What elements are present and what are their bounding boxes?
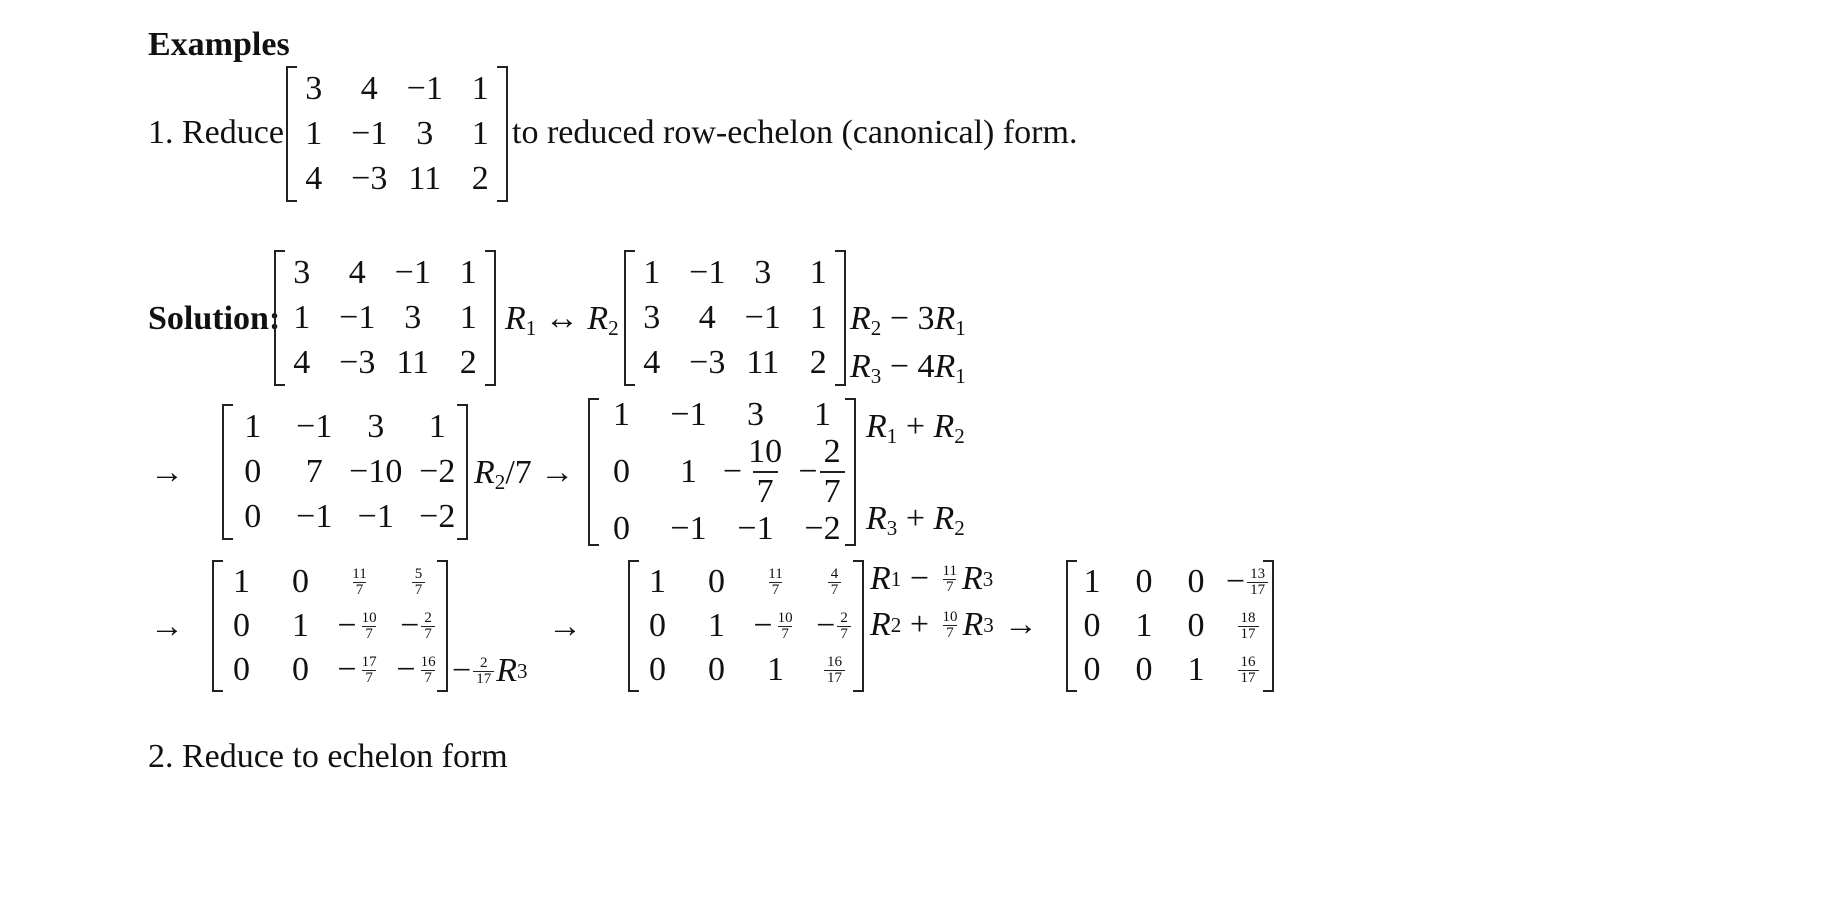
operation-text: − [901,560,938,597]
fraction [1238,655,1259,686]
fraction [837,611,851,642]
matrix-cell: 3 [293,253,311,291]
matrix-cell: 4 [305,160,323,198]
matrix-cell: −1 [737,509,774,547]
row-symbol: R [850,300,871,337]
row-index: 3 [870,363,882,388]
matrix-cell: 1 [1083,563,1101,600]
fraction [421,611,435,642]
matrix-cell: 1 [459,253,477,291]
minus-sign: − [337,607,357,644]
matrix-cell: 0 [1135,563,1153,600]
matrix-cell: 0 [233,651,250,688]
denominator: 7 [412,582,426,598]
matrix-cell: 11 [396,344,430,382]
matrix-cell: 1 [1135,607,1153,644]
solution-matrix-6 [628,560,864,692]
matrix-cell: 0 [1083,651,1101,688]
numerator: 16 [1240,653,1256,670]
operation-text: + [897,500,934,537]
matrix-cell [753,609,797,643]
matrix-cell: 1 [293,298,311,336]
denominator: 7 [362,670,376,686]
matrix-cell [1226,565,1270,599]
matrix-cell: −3 [351,160,388,198]
matrix-cell: −2 [804,509,841,547]
problem-verb: Reduce [182,114,284,151]
matrix-cell: 1 [708,607,725,644]
matrix-cell: 1 [814,396,831,434]
numerator: 10 [777,609,793,626]
matrix-cell: 3 [754,253,772,291]
fraction [349,567,369,598]
numerator: 2 [840,609,848,626]
fraction [820,433,845,511]
minus-sign: − [1225,563,1246,600]
row-operation-line [866,500,965,541]
denominator: 17 [1247,582,1268,598]
numerator: 13 [1250,565,1266,582]
row-symbol: R [934,300,956,337]
fraction [1238,611,1259,642]
matrix-cell: 3 [747,396,764,434]
numerator: 18 [1240,609,1256,626]
matrix-cell: 4 [698,298,716,336]
operation-text: + [897,408,934,445]
denominator: 7 [353,582,367,598]
row-index: 2 [870,315,882,340]
minus-sign: − [816,607,836,644]
fraction [765,567,785,598]
fraction [473,656,494,687]
matrix-cell: 4 [293,344,311,382]
problem-number: 1. [148,114,174,151]
matrix-cell: 1 [292,607,309,644]
matrix-cell: −3 [339,344,376,382]
matrix-cell: 1 [1187,651,1205,688]
matrix-cell: 0 [1083,607,1101,644]
numerator: 16 [827,653,842,670]
matrix-cell: 11 [408,160,442,198]
denominator: 17 [1238,626,1259,642]
row-symbol: R [933,408,955,445]
row-operation-line [870,560,993,598]
matrix-cell: −1 [296,407,333,445]
matrix-cell: 1 [471,69,489,107]
numerator: 10 [748,432,783,470]
matrix-cell [396,653,440,687]
row-swap-operation [505,300,619,341]
numerator: 11 [942,562,957,579]
denominator: 7 [943,625,957,641]
matrix-cell: 4 [643,344,661,382]
numerator: 17 [361,653,377,670]
denominator: 7 [828,582,842,598]
row-index: 3 [983,612,994,637]
solution-label: Solution: [148,300,281,337]
matrix-cell: 0 [1187,563,1205,600]
row-scale-operation [452,652,528,690]
denominator: 7 [421,670,435,686]
row-symbol: R [933,500,955,537]
denominator: 7 [837,626,851,642]
matrix-cell [723,433,788,511]
matrix-cell: −1 [357,498,394,536]
row-index: 3 [982,566,994,591]
row-index: 2 [954,423,965,448]
minus-sign: − [753,607,773,644]
step-arrow: → [150,608,184,645]
matrix-cell: −1 [670,509,707,547]
numerator: 5 [414,565,423,582]
matrix-cell: −2 [419,452,456,490]
fraction [940,610,961,641]
fraction [359,611,380,642]
matrix-cell: 0 [244,452,262,490]
matrix-cell: 4 [360,69,378,107]
row-symbol: R [961,560,983,597]
matrix-cell [816,609,853,643]
matrix-cell: 1 [680,452,697,490]
operation-text: + [901,606,938,643]
row-index: 2 [890,612,902,637]
step-arrow: → [540,454,575,491]
row-index: 1 [955,315,966,340]
matrix-cell: 1 [809,298,827,336]
fraction [418,655,439,686]
matrix-cell [798,433,846,511]
denominator: 7 [820,471,845,511]
matrix-cell: −2 [419,498,456,536]
denominator: 7 [769,582,783,598]
matrix-cell: 1 [643,253,661,291]
matrix-cell: 3 [643,298,661,336]
matrix-cell: 3 [416,114,434,152]
matrix-cell: −1 [406,69,443,107]
denominator: 17 [1238,670,1259,686]
row-symbol: R [587,300,609,337]
problem-1-number [148,114,284,152]
matrix-cell: −1 [744,298,781,336]
matrix-cell: 2 [809,344,827,382]
row-index: 1 [890,566,902,591]
row-index: 2 [494,469,506,494]
numerator: 2 [823,432,841,470]
denominator: 17 [473,671,494,687]
matrix-cell: 1 [459,298,477,336]
matrix-cell: 1 [428,407,446,445]
matrix-cell: 3 [367,407,385,445]
row-symbol: R [866,408,887,445]
matrix-cell: −1 [689,253,726,291]
matrix-cell: 0 [244,498,262,536]
matrix-cell: 1 [305,114,323,152]
matrix-cell: 0 [233,607,250,644]
numerator: 4 [830,565,839,582]
matrix-cell: 4 [348,253,366,291]
swap-arrow: ↔ [544,300,579,337]
denominator: 7 [753,471,778,511]
minus-sign: − [396,651,416,688]
matrix-cell: 0 [708,651,725,688]
matrix-cell: 3 [404,298,422,336]
matrix-cell: 1 [244,407,262,445]
matrix-cell: 0 [649,607,666,644]
solution-matrix-1 [274,250,496,386]
matrix-cell: 2 [471,160,489,198]
row-operation-line [870,606,1038,644]
matrix-cell: −1 [394,253,431,291]
operation-text: /7 [505,454,532,491]
matrix-cell: 1 [233,563,250,600]
row-index: 1 [525,315,537,340]
numerator: 10 [942,608,958,625]
row-operation-line [850,348,966,389]
matrix-cell: −10 [349,452,403,490]
solution-matrix-3 [222,404,468,540]
minus-sign: − [722,452,743,490]
solution-matrix-5 [212,560,448,692]
matrix-cell: 1 [809,253,827,291]
fraction [744,433,786,511]
matrix-cell: 11 [746,344,780,382]
minus-sign: − [400,607,420,644]
solution-matrix-7 [1066,560,1274,692]
matrix-cell: −1 [670,396,707,434]
matrix-cell: 3 [305,69,323,107]
fraction [824,655,845,686]
minus-sign: − [798,452,818,490]
row-symbol: R [496,652,517,689]
matrix-cell: 1 [471,114,489,152]
matrix-cell: 7 [305,452,323,490]
fraction [775,611,796,642]
row-operation-line [866,408,965,449]
matrix-cell: 0 [292,563,309,600]
row-symbol: R [870,606,891,643]
matrix-cell: 0 [708,563,725,600]
matrix-cell: 0 [613,452,630,490]
numerator: 2 [424,609,432,626]
row-index: 3 [886,515,898,540]
numerator: 2 [479,654,488,671]
operation-text: − 3 [881,300,935,337]
matrix-cell: −3 [689,344,726,382]
matrix-cell: 0 [649,651,666,688]
denominator: 7 [421,626,435,642]
row-scale-operation [474,454,574,495]
matrix-cell: −1 [351,114,388,152]
matrix-cell: −1 [296,498,333,536]
matrix-cell: 0 [292,651,309,688]
fraction [359,655,380,686]
operation-text: − 4 [881,348,935,385]
numerator: 16 [420,653,436,670]
row-index: 1 [955,363,966,388]
fraction [940,564,960,595]
problem-1-matrix [286,66,508,202]
matrix-cell [400,609,437,643]
row-symbol: R [505,300,526,337]
row-symbol: R [850,348,871,385]
numerator: 11 [352,565,367,582]
matrix-cell: 1 [649,563,666,600]
fraction [828,567,842,598]
row-symbol: R [866,500,887,537]
row-symbol: R [474,454,495,491]
matrix-cell: 0 [613,509,630,547]
step-arrow: → [548,608,582,645]
fraction [412,567,426,598]
row-index: 3 [516,658,528,683]
numerator: 10 [361,609,377,626]
matrix-cell [337,609,381,643]
numerator: 11 [768,565,783,582]
denominator: 7 [362,626,376,642]
step-arrow: → [1003,606,1038,643]
solution-matrix-4 [588,398,856,546]
row-index: 2 [608,315,619,340]
problem-2-statement: 2. Reduce to echelon form [148,738,508,775]
minus-sign: − [337,651,357,688]
matrix-cell: 2 [459,344,477,382]
matrix-cell [337,653,381,687]
row-index: 2 [954,515,965,540]
problem-1-tail: to reduced row-echelon (canonical) form. [512,114,1078,151]
step-arrow: → [150,454,184,491]
minus-sign: − [452,652,472,689]
solution-matrix-2 [624,250,846,386]
denominator: 7 [778,626,792,642]
matrix-cell: 1 [613,396,630,434]
section-heading: Examples [148,26,290,63]
fraction [1247,567,1268,598]
row-symbol: R [870,560,891,597]
row-operation-line [850,300,966,341]
denominator: 17 [824,670,845,686]
matrix-cell: 0 [1187,607,1205,644]
matrix-cell: −1 [339,298,376,336]
matrix-cell: 1 [767,651,784,688]
denominator: 7 [943,579,957,595]
row-index: 1 [886,423,898,448]
row-symbol: R [962,606,984,643]
row-symbol: R [934,348,956,385]
matrix-cell: 0 [1135,651,1153,688]
